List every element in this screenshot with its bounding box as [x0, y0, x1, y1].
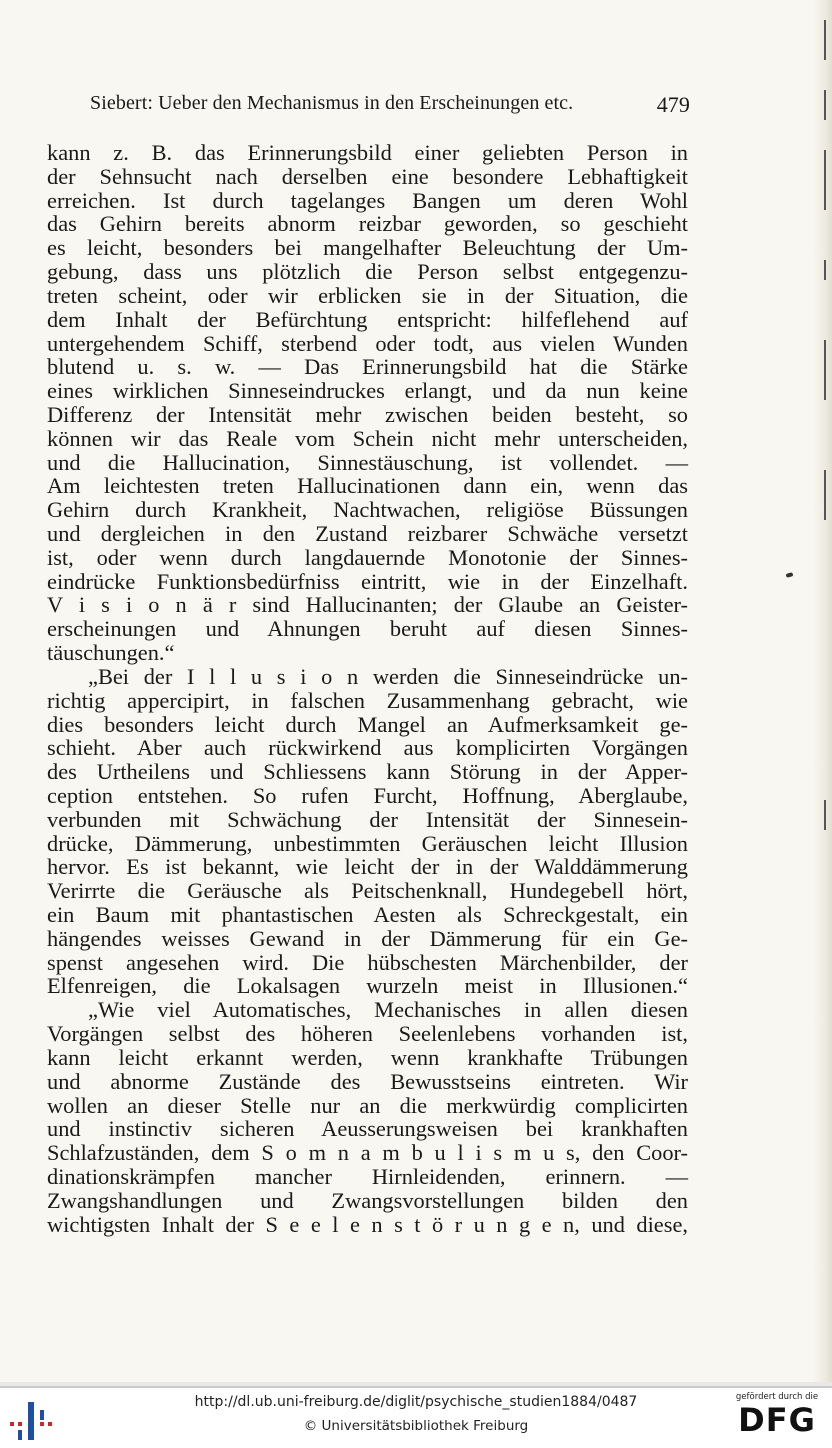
dfg-logo[interactable]: [732, 1392, 822, 1437]
page-number: 479: [656, 92, 690, 117]
text-line: V i s i o n ä r sind Hallucinanten; der Glaube an Geister-: [47, 592, 688, 618]
text-line: drücke, Dämmerung, unbestimmten Geräuschen leicht Illusion: [47, 830, 688, 856]
text-line: gebung, dass uns plötzlich die Person selbst entgegenzu-: [47, 259, 688, 285]
running-head-title: Siebert: Ueber den Mechanismus in den Erscheinungen etc.: [90, 92, 574, 114]
copyright-notice: © Universitätsbibliothek Freiburg: [303, 1418, 529, 1434]
text-line: und instinctiv sicheren Aeusserungsweisen bei krankhaften: [47, 1116, 688, 1142]
text-line: Am leichtesten treten Hallucinationen dann ein, wenn das: [47, 473, 688, 499]
text-line: wollen an dieser Stelle nur an die merkwürdig complicirten: [47, 1092, 688, 1118]
text-line: kann leicht erkannt werden, wenn krankhafte Trübungen: [47, 1044, 688, 1070]
text-line: täuschungen.“: [47, 640, 175, 666]
text-line: verbunden mit Schwächung der Intensität der Sinnesein-: [47, 806, 688, 832]
text-line: Gehirn durch Krankheit, Nachtwachen, religiöse Büssungen: [47, 497, 688, 523]
text-line: Zwangshandlungen und Zwangsvorstellungen bilden den: [47, 1187, 688, 1213]
text-line: hervor. Es ist bekannt, wie leicht der in der Walddämmerung: [47, 854, 688, 880]
text-line: erreichen. Ist durch tagelanges Bangen um deren Wohl: [47, 187, 688, 213]
text-line: Schlafzuständen, dem S o m n a m b u l i s m u s, den Coor-: [47, 1140, 688, 1166]
edge-mark: [824, 800, 826, 830]
text-line: des Urtheilens und Schliessens kann Störung in der Apper-: [47, 759, 688, 785]
page-edge: [812, 0, 832, 1386]
viewer-footer: [0, 1386, 832, 1448]
text-line: der Sehnsucht nach derselben eine besondere Lebhaftigkeit: [47, 163, 688, 189]
text-line: „Bei der I l l u s i o n werden die Sinneseindrücke un-: [88, 663, 688, 689]
text-line: und dergleichen in den Zustand reizbarer Schwäche versetzt: [47, 521, 688, 546]
body-text: [47, 141, 688, 1236]
text-line: dies besonders leicht durch Mangel an Aufmerksamkeit ge-: [47, 711, 688, 737]
text-line: das Gehirn bereits abnorm reizbar geworden, so geschieht: [47, 211, 688, 237]
text-line: spenst angesehen wird. Die hübschesten Märchenbilder, der: [47, 949, 688, 975]
edge-mark: [824, 470, 826, 520]
text-line: ception entstehen. So rufen Furcht, Hoffnung, Aberglaube,: [47, 782, 688, 808]
text-line: erscheinungen und Ahnungen beruht auf diesen Sinnes-: [47, 616, 688, 642]
footer-divider: [0, 1382, 832, 1386]
text-line: wichtigsten Inhalt der S e e l e n s t ö r u n g e n, und diese,: [47, 1211, 688, 1237]
text-line: „Wie viel Automatisches, Mechanisches in allen diesen: [88, 997, 688, 1023]
text-line: Verirrte die Geräusche als Peitschenknall, Hundegebell hört,: [47, 878, 688, 904]
text-line: und die Hallucination, Sinnestäuschung, ist vollendet. —: [47, 449, 688, 475]
text-line: und abnorme Zustände des Bewusstseins eintreten. Wir: [47, 1068, 688, 1094]
dfg-wordmark: DFG: [738, 1401, 816, 1439]
text-line: Elfenreigen, die Lokalsagen wurzeln meist in Illusionen.“: [47, 973, 688, 999]
text-line: kann z. B. das Erinnerungsbild einer geliebten Person in: [47, 140, 688, 165]
text-line: eines wirklichen Sinneseindruckes erlangt, und da nun keine: [47, 378, 688, 404]
text-line: eindrücke Funktionsbedürfniss eintritt, wie in der Einzelhaft.: [47, 568, 688, 594]
text-line: Differenz der Intensität mehr zwischen beiden besteht, so: [47, 401, 688, 427]
text-line: schieht. Aber auch rückwirkend aus komplicirten Vorgängen: [47, 735, 688, 761]
text-line: ein Baum mit phantastischen Aesten als Schreckgestalt, ein: [47, 902, 688, 927]
permalink-url[interactable]: http://dl.ub.uni-freiburg.de/diglit/psychische_studien1884/0487: [194, 1394, 638, 1410]
text-line: hängendes weisses Gewand in der Dämmerung für ein Ge-: [47, 925, 688, 951]
text-line: untergehendem Schiff, sterbend oder todt, aus vielen Wunden: [47, 330, 688, 356]
funder-caption: gefördert durch die: [735, 1392, 819, 1402]
text-line: ist, oder wenn durch langdauernde Monotonie der Sinnes-: [47, 544, 688, 570]
text-line: können wir das Reale vom Schein nicht mehr unterscheiden,: [47, 425, 688, 451]
text-line: dem Inhalt der Befürchtung entspricht: hilfeflehend auf: [47, 306, 688, 332]
text-line: es leicht, besonders bei mangelhafter Beleuchtung der Um-: [47, 235, 688, 261]
edge-mark: [824, 20, 826, 60]
text-line: Vorgängen selbst des höheren Seelenlebens vorhanden ist,: [47, 1021, 688, 1047]
text-line: dinationskrämpfen mancher Hirnleidenden, erinnern. —: [47, 1163, 688, 1189]
edge-mark: [824, 340, 826, 400]
edge-mark: [824, 260, 826, 280]
running-head: [90, 92, 690, 115]
ink-speck: [786, 572, 794, 578]
edge-mark: [824, 90, 826, 120]
text-line: richtig appercipirt, in falschen Zusammenhang gebracht, wie: [47, 687, 688, 713]
text-line: blutend u. s. w. — Das Erinnerungsbild hat die Stärke: [47, 354, 688, 380]
text-line: treten scheint, oder wir erblicken sie in der Situation, die: [47, 282, 688, 308]
edge-mark: [824, 150, 826, 210]
